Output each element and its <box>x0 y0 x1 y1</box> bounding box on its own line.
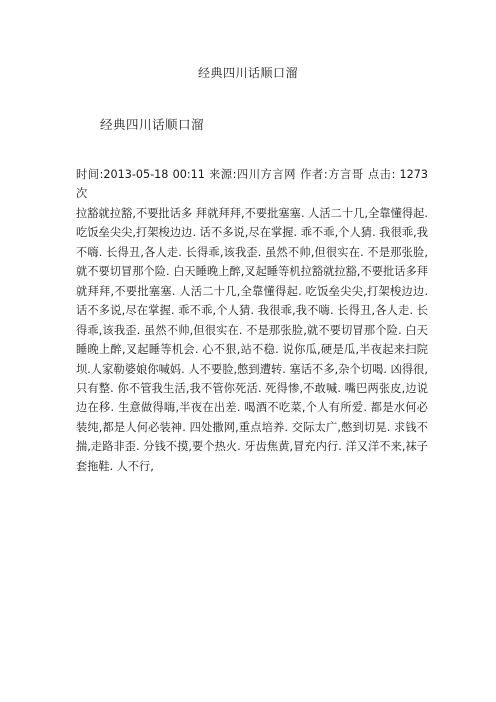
article-meta: 时间:2013-05-18 00:11 来源:四川方言网 作者:方言哥 点击: 1273 次 <box>76 168 428 201</box>
document-title: 经典四川话顺口溜 <box>197 66 298 80</box>
document-subtitle: 经典四川话顺口溜 <box>100 117 205 132</box>
article-text: 拉豁就拉豁,不要批话多 拜就拜拜,不要批塞塞. 人活二十几,全靠懂得起. 吃饭垒尖尖,打架梭边边. 话不多说,尽在掌握. 乖不乖,个人猜. 我很乖,我不嗨. 长得丑,各人走. 长得乖,该我歪. 虽然不帅,但很实在. 不是那张脸,就不要切冒那个险. 白天睡晚上醉,叉起睡等机拉豁就拉豁,不要批话多拜就拜拜,不要批塞塞. 人活二十几,全靠懂得起. 吃饭垒尖尖,打架梭边边. 话不多说,尽在掌握. 乖不乖,个人猜. 我很乖,我不嗨. 长得丑,各人走. 长得乖,该我歪. 虽然不帅,但很实在. 不是那张脸,就不要切冒那个险. 白天睡晚上醉,叉起睡等机会. 心不狠,站不稳. 说你瓜,硬是瓜,半夜起来扫院坝.人家勒婆娘你喊妈. 人不要脸,憋到遭转. 塞话不多,杂个切喝. 凶得很,只有整. 你不管我生活,我不管你死活. 死得惨,不敢喊. 嘴巴两张皮,边说边在移. 生意做得嗨,半夜在出差. 喝酒不吃菜,个人有所爱. 都是水何必装纯,都是人何必装神. 四处撒网,重点培养. 交际太广,憋到切晃. 求钱不揣,走路非歪. 分钱不摸,要个热火. 牙齿焦黄,冒充内行. 洋又洋不来,袜子套拖鞋. 人不行, <box>76 206 428 473</box>
document-body <box>76 165 428 476</box>
